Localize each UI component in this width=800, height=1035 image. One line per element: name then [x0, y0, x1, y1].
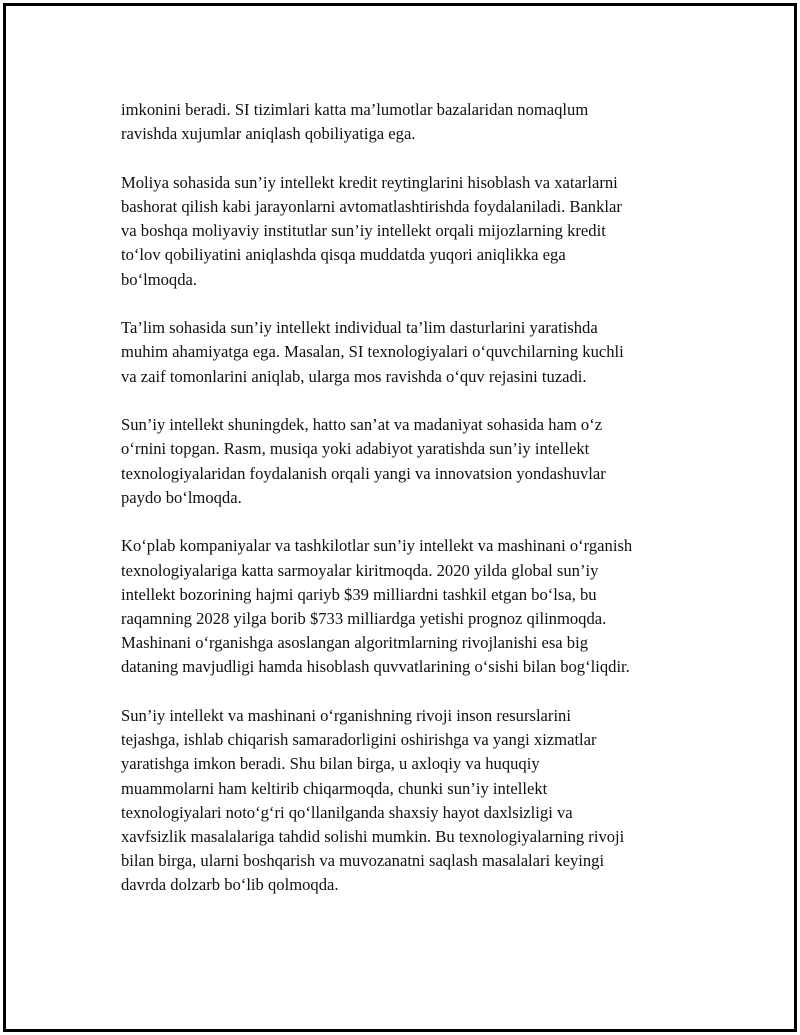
text-line: raqamning 2028 yilga borib $733 milliardga yetishi prognoz qilinmoqda. — [121, 609, 607, 629]
text-line: Mashinani o‘rganishga asoslangan algoritmlarning rivojlanishi esa big — [121, 633, 588, 653]
text-line: bo‘lmoqda. — [121, 269, 198, 289]
text-line: Sun’iy intellekt va mashinani o‘rganishning rivoji inson resurslarini — [121, 706, 571, 726]
text-line: o‘rnini topgan. Rasm, musiqa yoki adabiyot yaratishda sun’iy intellekt — [121, 439, 590, 459]
paragraph-1 — [121, 98, 693, 146]
text-line: dataning mavjudligi hamda hisoblash quvvatlarining o‘sishi bilan bog‘liqdir. — [121, 657, 630, 677]
paragraph-3 — [121, 316, 693, 389]
text-line: tejashga, ishlab chiqarish samaradorligini oshirishga va yangi xizmatlar — [121, 730, 597, 750]
text-line: intellekt bozorining hajmi qariyb $39 milliardni tashkil etgan bo‘lsa, bu — [121, 584, 597, 604]
text-line: texnologiyalaridan foydalanish orqali yangi va innovatsion yondashuvlar — [121, 463, 606, 483]
paragraph-6 — [121, 704, 693, 898]
paragraph-4 — [121, 413, 693, 510]
text-line: muammolarni ham keltirib chiqarmoqda, chunki sun’iy intellekt — [121, 778, 548, 798]
text-line: Ko‘plab kompaniyalar va tashkilotlar sun’iy intellekt va mashinani o‘rganish — [121, 536, 633, 556]
text-line: paydo bo‘lmoqda. — [121, 487, 242, 507]
text-line: bashorat qilish kabi jarayonlarni avtomatlashtirishda foydalaniladi. Banklar — [121, 197, 622, 216]
paragraph-5 — [121, 534, 693, 679]
text-line: va boshqa moliyaviy institutlar sun’iy intellekt orqali mijozlarning kredit — [121, 221, 606, 241]
document-body — [121, 98, 693, 922]
text-line: texnologiyalariga katta sarmoyalar kiritmoqda. 2020 yilda global sun’iy — [121, 560, 599, 580]
text-line: va zaif tomonlarini aniqlab, ularga mos ravishda o‘quv rejasini tuzadi. — [121, 366, 587, 386]
text-line: davrda dolzarb bo‘lib qolmoqda. — [121, 875, 339, 895]
page-frame — [3, 3, 797, 1032]
text-line: ravishda xujumlar aniqlash qobiliyatiga ega. — [121, 124, 416, 144]
text-line: muhim ahamiyatga ega. Masalan, SI texnologiyalari o‘quvchilarning kuchli — [121, 342, 624, 362]
text-line: to‘lov qobiliyatini aniqlashda qisqa muddatda yuqori aniqlikka ega — [121, 245, 566, 265]
text-line: Ta’lim sohasida sun’iy intellekt individual ta’lim dasturlarini yaratishda — [121, 318, 598, 338]
text-line: bilan birga, ularni boshqarish va muvozanatni saqlash masalalari keyingi — [121, 851, 605, 871]
text-line: texnologiyalari noto‘g‘ri qo‘llanilganda shaxsiy hayot daxlsizligi va — [121, 802, 573, 822]
paragraph-2 — [121, 171, 693, 292]
text-line: imkonini beradi. SI tizimlari katta ma’lumotlar bazalaridan nomaqlum — [121, 100, 589, 119]
text-line: xavfsizlik masalalariga tahdid solishi mumkin. Bu texnologiyalarning rivoji — [121, 827, 625, 847]
text-line: yaratishga imkon beradi. Shu bilan birga, u axloqiy va huquqiy — [121, 754, 540, 774]
text-line: Sun’iy intellekt shuningdek, hatto san’at va madaniyat sohasida ham o‘z — [121, 415, 603, 435]
text-line: Moliya sohasida sun’iy intellekt kredit reytinglarini hisoblash va xatarlarni — [121, 172, 618, 192]
